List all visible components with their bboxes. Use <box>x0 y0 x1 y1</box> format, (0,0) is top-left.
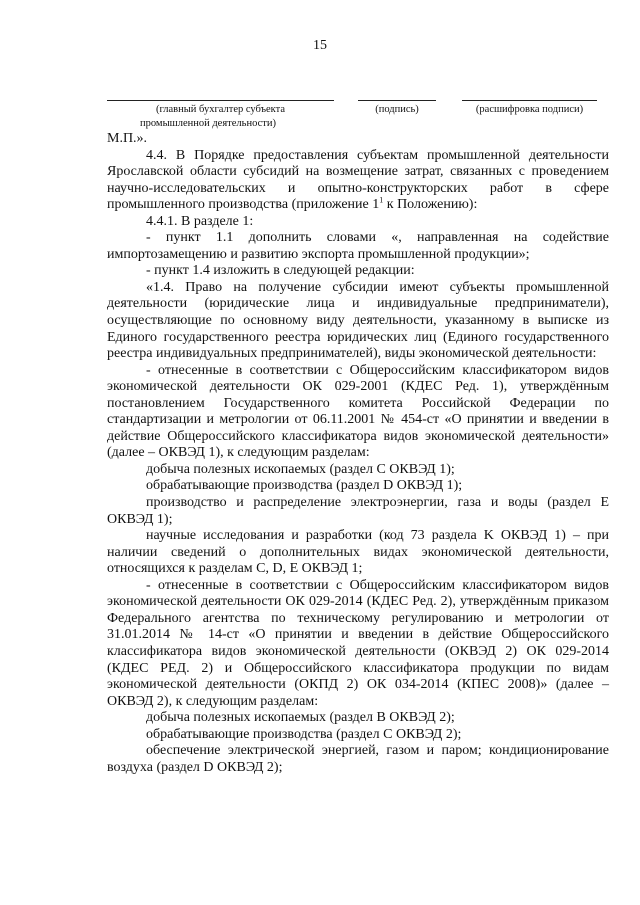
paragraph-4-4-tail: к Положению): <box>383 197 478 213</box>
accountant-caption <box>107 103 334 131</box>
paragraph-4-4-1: 4.4.1. В разделе 1: <box>146 213 254 229</box>
okved1-section-c: добыча полезных ископаемых (раздел C ОКВЭД 1); <box>146 461 455 477</box>
paragraph-4-4 <box>107 148 609 214</box>
accountant-caption-line-2: промышленной деятельности) <box>140 118 276 129</box>
okved2-section-b: добыча полезных ископаемых (раздел B ОКВЭД 2); <box>146 710 455 726</box>
okved2-section-d: обеспечение электрической энергией, газом и паром; кондиционирование воздуха (раздел D ОКВЭД 2); <box>107 743 609 775</box>
signature-block <box>0 93 640 133</box>
page-number: 15 <box>313 38 327 53</box>
okved1-section-d: обрабатывающие производства (раздел D ОКВЭД 1); <box>146 478 463 494</box>
decoding-signature-line <box>462 100 597 101</box>
point-1-4-text: «1.4. Право на получение субсидии имеют субъекты промышленной деятельности (юридические лица и индивидуальные предприниматели), осуществляющие по основному виду деятельности, указанному в выписке из Единого государственного реестра юридических лиц (Единого государственного реестра индивидуальных предпринимателей), виды экономической деятельности: <box>107 279 609 362</box>
item-point-1-1: - пункт 1.1 дополнить словами «, направленная на содействие импортозамещению и развитию экспорта промышленной продукции»; <box>107 230 609 262</box>
accountant-caption-line-1: (главный бухгалтер субъекта <box>155 104 286 115</box>
okved1-section-e: производство и распределение электроэнергии, газа и воды (раздел E ОКВЭД 1); <box>107 495 609 527</box>
paragraph-4-4-text: 4.4. В Порядке предоставления субъектам промышленной деятельности Ярославской области субсидий на возмещение затрат, связанных с проведением научно-исследовательских и опытно-конструкторских работ в сфере промышленного производства (приложение 1 <box>107 147 609 213</box>
document-body <box>107 131 609 776</box>
stamp-mark: М.П.». <box>107 131 148 146</box>
item-point-1-4-intro: - пункт 1.4 изложить в следующей редакции: <box>146 263 415 279</box>
okved1-section-k: научные исследования и разработки (код 73 раздела K ОКВЭД 1) – при наличии сведений о дополнительных видах экономической деятельности, относящихся к разделам C, D, E ОКВЭД 1; <box>107 528 609 577</box>
okved2-paragraph: - отнесенные в соответствии с Общероссийским классификатором видов экономической деятельности ОК 029-2014 (КДЕС Ред. 2), утверждённым приказом Федерального агентства по техническому регулированию и метрологии от 31.01.2014 № 14-ст «О принятии и введении в действие Общероссийского классификатора видов экономической деятельности (ОКВЭД 2) ОК 029-2014 (КДЕС РЕД. 2) и Общероссийского классификатора продукции по видам экономической деятельности (ОКПД 2) ОК 034-2014 (КПЕС 2008)» (далее – ОКВЭД 2), к следующим разделам: <box>107 577 609 709</box>
accountant-signature-line <box>107 100 334 101</box>
okved1-paragraph: - отнесенные в соответствии с Общероссийским классификатором видов экономической деятельности ОК 029-2001 (КДЕС Ред. 1), утверждённым постановлением Государственного комитета Российской Федерации по стандартизации и метрологии от 06.11.2001 № 454-ст «О принятии и введении в действие Общероссийского классификатора видов экономической деятельности» (далее – ОКВЭД 1), к следующим разделам: <box>107 362 609 461</box>
decoding-caption: (расшифровка подписи) <box>475 104 584 115</box>
okved2-section-c: обрабатывающие производства (раздел C ОКВЭД 2); <box>146 726 462 742</box>
appendix-superscript: 1 <box>379 195 384 205</box>
signature-caption: (подпись) <box>375 104 419 115</box>
signature-line <box>358 100 436 101</box>
